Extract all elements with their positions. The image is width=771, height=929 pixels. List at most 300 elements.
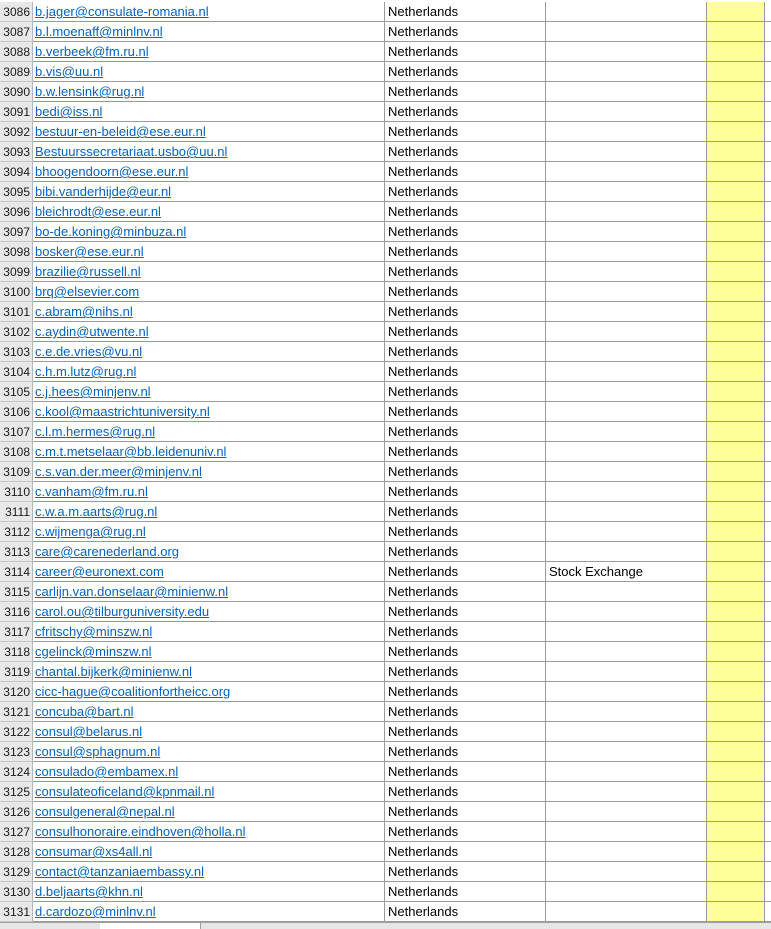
- country-cell[interactable]: Netherlands: [385, 282, 546, 302]
- email-cell[interactable]: [33, 902, 385, 922]
- category-cell[interactable]: [546, 82, 707, 102]
- country-cell[interactable]: Netherlands: [385, 502, 546, 522]
- empty-cell[interactable]: [765, 882, 771, 902]
- empty-cell[interactable]: [765, 382, 771, 402]
- empty-cell[interactable]: [765, 162, 771, 182]
- row-header[interactable]: 3114: [0, 562, 33, 582]
- highlighted-cell[interactable]: [707, 382, 765, 402]
- row-header[interactable]: 3129: [0, 862, 33, 882]
- email-link[interactable]: c.vanham@fm.ru.nl: [35, 484, 148, 499]
- email-link[interactable]: bosker@ese.eur.nl: [35, 244, 144, 259]
- highlighted-cell[interactable]: [707, 322, 765, 342]
- email-link[interactable]: bestuur-en-beleid@ese.eur.nl: [35, 124, 206, 139]
- email-cell[interactable]: [33, 722, 385, 742]
- email-cell[interactable]: [33, 362, 385, 382]
- empty-cell[interactable]: [765, 602, 771, 622]
- email-link[interactable]: contact@tanzaniaembassy.nl: [35, 864, 205, 879]
- row-header[interactable]: 3095: [0, 182, 33, 202]
- empty-cell[interactable]: [765, 22, 771, 42]
- highlighted-cell[interactable]: [707, 262, 765, 282]
- email-cell[interactable]: [33, 502, 385, 522]
- highlighted-cell[interactable]: [707, 302, 765, 322]
- email-cell[interactable]: [33, 202, 385, 222]
- row-header[interactable]: 3099: [0, 262, 33, 282]
- email-cell[interactable]: [33, 702, 385, 722]
- highlighted-cell[interactable]: [707, 42, 765, 62]
- email-link[interactable]: consulgeneral@nepal.nl: [35, 804, 175, 819]
- row-header[interactable]: 3123: [0, 742, 33, 762]
- category-cell[interactable]: [546, 202, 707, 222]
- email-link[interactable]: career@euronext.com: [35, 564, 164, 579]
- country-cell[interactable]: Netherlands: [385, 402, 546, 422]
- email-link[interactable]: c.e.de.vries@vu.nl: [35, 344, 143, 359]
- category-cell[interactable]: [546, 782, 707, 802]
- email-link[interactable]: c.abram@nihs.nl: [35, 304, 133, 319]
- email-link[interactable]: d.cardozo@minlnv.nl: [35, 904, 156, 919]
- empty-cell[interactable]: [765, 242, 771, 262]
- empty-cell[interactable]: [765, 802, 771, 822]
- row-header[interactable]: 3119: [0, 662, 33, 682]
- email-cell[interactable]: [33, 542, 385, 562]
- country-cell[interactable]: Netherlands: [385, 742, 546, 762]
- empty-cell[interactable]: [765, 622, 771, 642]
- highlighted-cell[interactable]: [707, 2, 765, 22]
- email-link[interactable]: c.j.hees@minjenv.nl: [35, 384, 151, 399]
- country-cell[interactable]: Netherlands: [385, 62, 546, 82]
- empty-cell[interactable]: [765, 862, 771, 882]
- country-cell[interactable]: Netherlands: [385, 842, 546, 862]
- empty-cell[interactable]: [765, 542, 771, 562]
- email-link[interactable]: bibi.vanderhijde@eur.nl: [35, 184, 172, 199]
- highlighted-cell[interactable]: [707, 122, 765, 142]
- category-cell[interactable]: [546, 322, 707, 342]
- highlighted-cell[interactable]: [707, 22, 765, 42]
- email-cell[interactable]: [33, 762, 385, 782]
- empty-cell[interactable]: [765, 342, 771, 362]
- email-cell[interactable]: [33, 582, 385, 602]
- email-cell[interactable]: [33, 302, 385, 322]
- country-cell[interactable]: Netherlands: [385, 82, 546, 102]
- row-header[interactable]: 3102: [0, 322, 33, 342]
- country-cell[interactable]: Netherlands: [385, 782, 546, 802]
- email-cell[interactable]: [33, 862, 385, 882]
- email-link[interactable]: b.l.moenaff@minlnv.nl: [35, 24, 163, 39]
- empty-cell[interactable]: [765, 402, 771, 422]
- email-cell[interactable]: [33, 102, 385, 122]
- highlighted-cell[interactable]: [707, 542, 765, 562]
- email-link[interactable]: carol.ou@tilburguniversity.edu: [35, 604, 210, 619]
- empty-cell[interactable]: [765, 682, 771, 702]
- category-cell[interactable]: [546, 342, 707, 362]
- highlighted-cell[interactable]: [707, 162, 765, 182]
- highlighted-cell[interactable]: [707, 862, 765, 882]
- highlighted-cell[interactable]: [707, 522, 765, 542]
- email-cell[interactable]: [33, 522, 385, 542]
- empty-cell[interactable]: [765, 42, 771, 62]
- email-link[interactable]: c.w.a.m.aarts@rug.nl: [35, 504, 158, 519]
- email-link[interactable]: brq@elsevier.com: [35, 284, 140, 299]
- email-link[interactable]: bhoogendoorn@ese.eur.nl: [35, 164, 189, 179]
- highlighted-cell[interactable]: [707, 342, 765, 362]
- highlighted-cell[interactable]: [707, 882, 765, 902]
- highlighted-cell[interactable]: [707, 222, 765, 242]
- country-cell[interactable]: Netherlands: [385, 42, 546, 62]
- row-header[interactable]: 3125: [0, 782, 33, 802]
- category-cell[interactable]: [546, 2, 707, 22]
- country-cell[interactable]: Netherlands: [385, 122, 546, 142]
- email-link[interactable]: bo-de.koning@minbuza.nl: [35, 224, 187, 239]
- row-header[interactable]: 3086: [0, 2, 33, 22]
- row-header[interactable]: 3120: [0, 682, 33, 702]
- highlighted-cell[interactable]: [707, 482, 765, 502]
- email-cell[interactable]: [33, 842, 385, 862]
- highlighted-cell[interactable]: [707, 142, 765, 162]
- row-header[interactable]: 3127: [0, 822, 33, 842]
- category-cell[interactable]: [546, 862, 707, 882]
- category-cell[interactable]: [546, 622, 707, 642]
- country-cell[interactable]: Netherlands: [385, 22, 546, 42]
- row-header[interactable]: 3122: [0, 722, 33, 742]
- row-header[interactable]: 3092: [0, 122, 33, 142]
- row-header[interactable]: 3088: [0, 42, 33, 62]
- email-cell[interactable]: [33, 222, 385, 242]
- email-link[interactable]: b.jager@consulate-romania.nl: [35, 4, 209, 19]
- row-header[interactable]: 3111: [0, 502, 33, 522]
- email-cell[interactable]: [33, 622, 385, 642]
- empty-cell[interactable]: [765, 742, 771, 762]
- highlighted-cell[interactable]: [707, 62, 765, 82]
- email-cell[interactable]: [33, 262, 385, 282]
- highlighted-cell[interactable]: [707, 402, 765, 422]
- row-header[interactable]: 3131: [0, 902, 33, 922]
- category-cell[interactable]: [546, 602, 707, 622]
- category-cell[interactable]: [546, 722, 707, 742]
- row-header[interactable]: 3094: [0, 162, 33, 182]
- email-link[interactable]: consul@sphagnum.nl: [35, 744, 161, 759]
- category-cell[interactable]: [546, 222, 707, 242]
- empty-cell[interactable]: [765, 582, 771, 602]
- email-cell[interactable]: [33, 642, 385, 662]
- country-cell[interactable]: Netherlands: [385, 862, 546, 882]
- empty-cell[interactable]: [765, 462, 771, 482]
- category-cell[interactable]: [546, 662, 707, 682]
- empty-cell[interactable]: [765, 302, 771, 322]
- email-link[interactable]: consulateoficeland@kpnmail.nl: [35, 784, 215, 799]
- highlighted-cell[interactable]: [707, 282, 765, 302]
- email-cell[interactable]: [33, 562, 385, 582]
- country-cell[interactable]: Netherlands: [385, 822, 546, 842]
- row-header[interactable]: 3098: [0, 242, 33, 262]
- category-cell[interactable]: [546, 362, 707, 382]
- email-link[interactable]: consul@belarus.nl: [35, 724, 143, 739]
- country-cell[interactable]: Netherlands: [385, 602, 546, 622]
- row-header[interactable]: 3108: [0, 442, 33, 462]
- row-header[interactable]: 3105: [0, 382, 33, 402]
- email-link[interactable]: b.verbeek@fm.ru.nl: [35, 44, 149, 59]
- empty-cell[interactable]: [765, 762, 771, 782]
- country-cell[interactable]: Netherlands: [385, 722, 546, 742]
- category-cell[interactable]: [546, 542, 707, 562]
- email-link[interactable]: cgelinck@minszw.nl: [35, 644, 152, 659]
- country-cell[interactable]: Netherlands: [385, 2, 546, 22]
- row-header[interactable]: 3121: [0, 702, 33, 722]
- empty-cell[interactable]: [765, 782, 771, 802]
- country-cell[interactable]: Netherlands: [385, 322, 546, 342]
- row-header[interactable]: 3118: [0, 642, 33, 662]
- category-cell[interactable]: [546, 302, 707, 322]
- empty-cell[interactable]: [765, 502, 771, 522]
- row-header[interactable]: 3097: [0, 222, 33, 242]
- highlighted-cell[interactable]: [707, 682, 765, 702]
- highlighted-cell[interactable]: [707, 662, 765, 682]
- highlighted-cell[interactable]: [707, 362, 765, 382]
- email-cell[interactable]: [33, 402, 385, 422]
- empty-cell[interactable]: [765, 142, 771, 162]
- category-cell[interactable]: [546, 582, 707, 602]
- row-header[interactable]: 3130: [0, 882, 33, 902]
- country-cell[interactable]: Netherlands: [385, 562, 546, 582]
- empty-cell[interactable]: [765, 522, 771, 542]
- empty-cell[interactable]: [765, 102, 771, 122]
- highlighted-cell[interactable]: [707, 242, 765, 262]
- empty-cell[interactable]: [765, 262, 771, 282]
- highlighted-cell[interactable]: [707, 462, 765, 482]
- highlighted-cell[interactable]: [707, 702, 765, 722]
- category-cell[interactable]: [546, 22, 707, 42]
- country-cell[interactable]: Netherlands: [385, 902, 546, 922]
- email-cell[interactable]: [33, 2, 385, 22]
- country-cell[interactable]: Netherlands: [385, 342, 546, 362]
- category-cell[interactable]: [546, 682, 707, 702]
- category-cell[interactable]: [546, 842, 707, 862]
- email-cell[interactable]: [33, 382, 385, 402]
- category-cell[interactable]: [546, 762, 707, 782]
- highlighted-cell[interactable]: [707, 602, 765, 622]
- empty-cell[interactable]: [765, 562, 771, 582]
- country-cell[interactable]: Netherlands: [385, 462, 546, 482]
- email-link[interactable]: b.vis@uu.nl: [35, 64, 104, 79]
- empty-cell[interactable]: [765, 442, 771, 462]
- email-cell[interactable]: [33, 662, 385, 682]
- category-cell[interactable]: [546, 382, 707, 402]
- email-cell[interactable]: [33, 182, 385, 202]
- row-header[interactable]: 3109: [0, 462, 33, 482]
- email-cell[interactable]: [33, 742, 385, 762]
- email-cell[interactable]: [33, 682, 385, 702]
- empty-cell[interactable]: [765, 202, 771, 222]
- country-cell[interactable]: Netherlands: [385, 182, 546, 202]
- row-header[interactable]: 3087: [0, 22, 33, 42]
- category-cell[interactable]: [546, 422, 707, 442]
- country-cell[interactable]: Netherlands: [385, 242, 546, 262]
- email-cell[interactable]: [33, 882, 385, 902]
- email-cell[interactable]: [33, 322, 385, 342]
- empty-cell[interactable]: [765, 702, 771, 722]
- category-cell[interactable]: [546, 802, 707, 822]
- country-cell[interactable]: Netherlands: [385, 802, 546, 822]
- email-cell[interactable]: [33, 62, 385, 82]
- country-cell[interactable]: Netherlands: [385, 422, 546, 442]
- country-cell[interactable]: Netherlands: [385, 442, 546, 462]
- row-header[interactable]: 3101: [0, 302, 33, 322]
- empty-cell[interactable]: [765, 842, 771, 862]
- country-cell[interactable]: Netherlands: [385, 482, 546, 502]
- row-header[interactable]: 3093: [0, 142, 33, 162]
- email-cell[interactable]: [33, 422, 385, 442]
- highlighted-cell[interactable]: [707, 562, 765, 582]
- email-cell[interactable]: [33, 42, 385, 62]
- category-cell[interactable]: [546, 62, 707, 82]
- category-cell[interactable]: [546, 142, 707, 162]
- row-header[interactable]: 3116: [0, 602, 33, 622]
- highlighted-cell[interactable]: [707, 642, 765, 662]
- highlighted-cell[interactable]: [707, 622, 765, 642]
- highlighted-cell[interactable]: [707, 822, 765, 842]
- country-cell[interactable]: Netherlands: [385, 302, 546, 322]
- row-header[interactable]: 3110: [0, 482, 33, 502]
- email-link[interactable]: c.l.m.hermes@rug.nl: [35, 424, 156, 439]
- sheet-tab[interactable]: [0, 923, 101, 929]
- row-header[interactable]: 3090: [0, 82, 33, 102]
- row-header[interactable]: 3115: [0, 582, 33, 602]
- empty-cell[interactable]: [765, 122, 771, 142]
- row-header[interactable]: 3106: [0, 402, 33, 422]
- category-cell[interactable]: [546, 462, 707, 482]
- country-cell[interactable]: Netherlands: [385, 682, 546, 702]
- row-header[interactable]: 3100: [0, 282, 33, 302]
- country-cell[interactable]: Netherlands: [385, 642, 546, 662]
- empty-cell[interactable]: [765, 482, 771, 502]
- email-link[interactable]: consulado@embamex.nl: [35, 764, 179, 779]
- category-cell[interactable]: [546, 242, 707, 262]
- email-link[interactable]: d.beljaarts@khn.nl: [35, 884, 143, 899]
- category-cell[interactable]: [546, 702, 707, 722]
- row-header[interactable]: 3089: [0, 62, 33, 82]
- category-cell[interactable]: Stock Exchange: [546, 562, 707, 582]
- email-link[interactable]: chantal.bijkerk@minienw.nl: [35, 664, 192, 679]
- country-cell[interactable]: Netherlands: [385, 882, 546, 902]
- empty-cell[interactable]: [765, 662, 771, 682]
- highlighted-cell[interactable]: [707, 742, 765, 762]
- category-cell[interactable]: [546, 262, 707, 282]
- highlighted-cell[interactable]: [707, 82, 765, 102]
- email-link[interactable]: Bestuurssecretariaat.usbo@uu.nl: [35, 144, 228, 159]
- email-link[interactable]: c.wijmenga@rug.nl: [35, 524, 146, 539]
- email-link[interactable]: care@carenederland.org: [35, 544, 180, 559]
- category-cell[interactable]: [546, 502, 707, 522]
- highlighted-cell[interactable]: [707, 782, 765, 802]
- category-cell[interactable]: [546, 522, 707, 542]
- country-cell[interactable]: Netherlands: [385, 222, 546, 242]
- highlighted-cell[interactable]: [707, 422, 765, 442]
- empty-cell[interactable]: [765, 82, 771, 102]
- row-header[interactable]: 3096: [0, 202, 33, 222]
- email-link[interactable]: c.h.m.lutz@rug.nl: [35, 364, 137, 379]
- country-cell[interactable]: Netherlands: [385, 702, 546, 722]
- empty-cell[interactable]: [765, 62, 771, 82]
- row-header[interactable]: 3126: [0, 802, 33, 822]
- highlighted-cell[interactable]: [707, 762, 765, 782]
- row-header[interactable]: 3113: [0, 542, 33, 562]
- empty-cell[interactable]: [765, 282, 771, 302]
- category-cell[interactable]: [546, 182, 707, 202]
- country-cell[interactable]: Netherlands: [385, 142, 546, 162]
- highlighted-cell[interactable]: [707, 102, 765, 122]
- highlighted-cell[interactable]: [707, 842, 765, 862]
- highlighted-cell[interactable]: [707, 182, 765, 202]
- email-link[interactable]: brazilie@russell.nl: [35, 264, 141, 279]
- row-header[interactable]: 3128: [0, 842, 33, 862]
- country-cell[interactable]: Netherlands: [385, 622, 546, 642]
- category-cell[interactable]: [546, 442, 707, 462]
- email-cell[interactable]: [33, 802, 385, 822]
- email-cell[interactable]: [33, 282, 385, 302]
- empty-cell[interactable]: [765, 182, 771, 202]
- email-link[interactable]: concuba@bart.nl: [35, 704, 134, 719]
- sheet-tab-active[interactable]: [100, 923, 201, 929]
- email-cell[interactable]: [33, 462, 385, 482]
- email-cell[interactable]: [33, 822, 385, 842]
- highlighted-cell[interactable]: [707, 502, 765, 522]
- email-cell[interactable]: [33, 442, 385, 462]
- empty-cell[interactable]: [765, 362, 771, 382]
- row-header[interactable]: 3091: [0, 102, 33, 122]
- highlighted-cell[interactable]: [707, 902, 765, 922]
- category-cell[interactable]: [546, 122, 707, 142]
- email-cell[interactable]: [33, 82, 385, 102]
- email-link[interactable]: cicc-hague@coalitionfortheicc.org: [35, 684, 231, 699]
- email-link[interactable]: consulhonoraire.eindhoven@holla.nl: [35, 824, 246, 839]
- category-cell[interactable]: [546, 742, 707, 762]
- country-cell[interactable]: Netherlands: [385, 522, 546, 542]
- country-cell[interactable]: Netherlands: [385, 662, 546, 682]
- category-cell[interactable]: [546, 102, 707, 122]
- country-cell[interactable]: Netherlands: [385, 102, 546, 122]
- category-cell[interactable]: [546, 642, 707, 662]
- email-cell[interactable]: [33, 22, 385, 42]
- category-cell[interactable]: [546, 42, 707, 62]
- country-cell[interactable]: Netherlands: [385, 202, 546, 222]
- email-link[interactable]: c.aydin@utwente.nl: [35, 324, 149, 339]
- email-cell[interactable]: [33, 122, 385, 142]
- country-cell[interactable]: Netherlands: [385, 162, 546, 182]
- empty-cell[interactable]: [765, 822, 771, 842]
- email-link[interactable]: consumar@xs4all.nl: [35, 844, 153, 859]
- row-header[interactable]: 3117: [0, 622, 33, 642]
- email-cell[interactable]: [33, 162, 385, 182]
- email-cell[interactable]: [33, 482, 385, 502]
- empty-cell[interactable]: [765, 422, 771, 442]
- empty-cell[interactable]: [765, 722, 771, 742]
- country-cell[interactable]: Netherlands: [385, 362, 546, 382]
- empty-cell[interactable]: [765, 902, 771, 922]
- email-cell[interactable]: [33, 242, 385, 262]
- country-cell[interactable]: Netherlands: [385, 582, 546, 602]
- email-link[interactable]: bedi@iss.nl: [35, 104, 103, 119]
- empty-cell[interactable]: [765, 2, 771, 22]
- highlighted-cell[interactable]: [707, 202, 765, 222]
- category-cell[interactable]: [546, 882, 707, 902]
- email-link[interactable]: c.kool@maastrichtuniversity.nl: [35, 404, 210, 419]
- highlighted-cell[interactable]: [707, 442, 765, 462]
- email-link[interactable]: cfritschy@minszw.nl: [35, 624, 153, 639]
- email-link[interactable]: carlijn.van.donselaar@minienw.nl: [35, 584, 229, 599]
- category-cell[interactable]: [546, 822, 707, 842]
- category-cell[interactable]: [546, 282, 707, 302]
- row-header[interactable]: 3103: [0, 342, 33, 362]
- email-cell[interactable]: [33, 342, 385, 362]
- country-cell[interactable]: Netherlands: [385, 382, 546, 402]
